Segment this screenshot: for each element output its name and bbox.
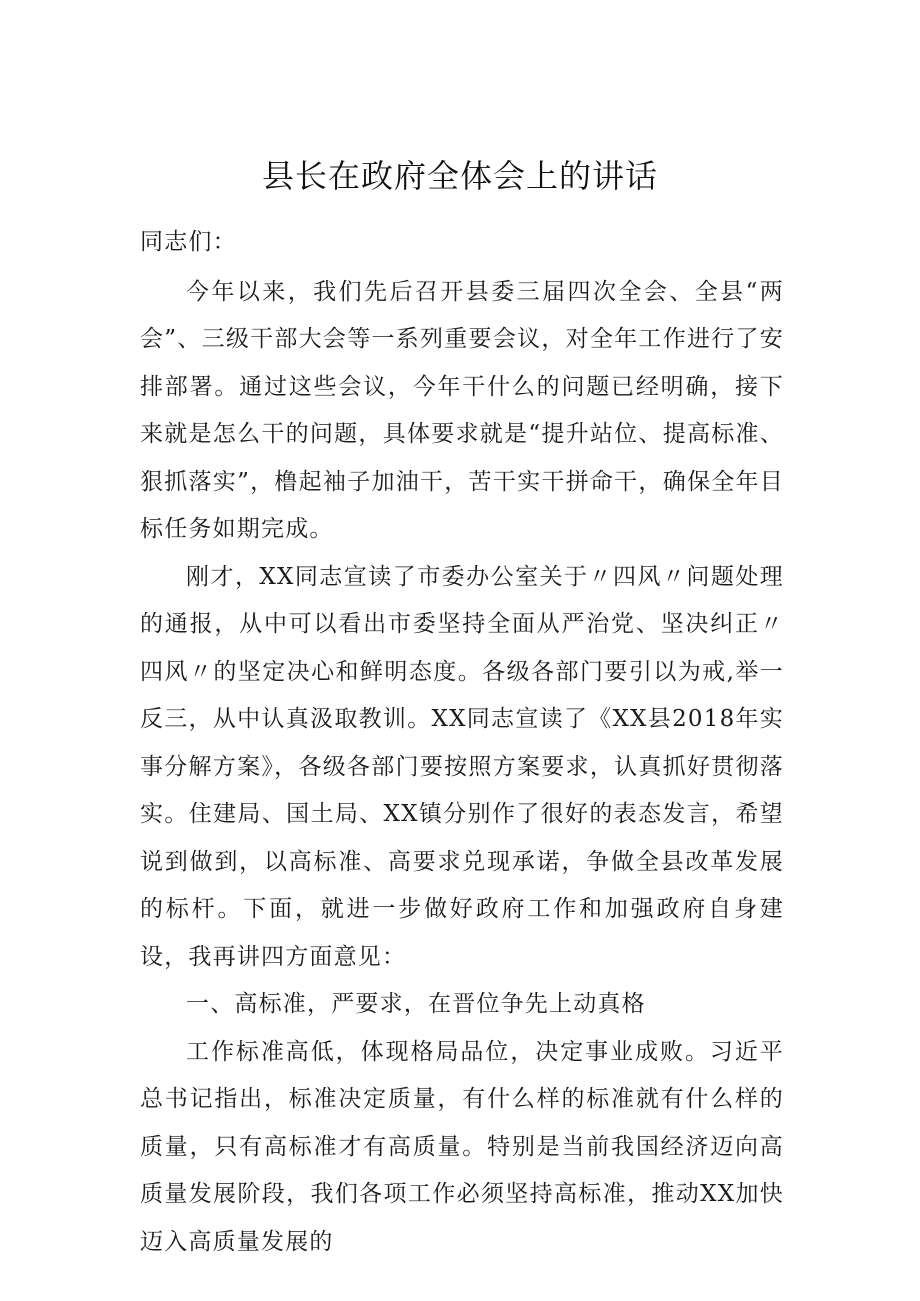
paragraph-meeting-review: 刚才，XX同志宣读了市委办公室关于〃四风〃问题处理的通报，从中可以看出市委坚持全面从严治党、坚决纠正〃四风〃的坚定决心和鲜明态度。各级各部门要引以为戒,举一反三，从中认真汲取教训。XX同志宣读了《XX县2018年实事分解方案》，各级各部门要按照方案要求，认真抓好贯彻落实。住建局、国土局、XX镇分别作了很好的表态发言，希望说到做到，以高标准、高要求兑现承诺，争做全县改革发展的标杆。下面，就进一步做好政府工作和加强政府自身建设，我再讲四方面意见： bbox=[140, 563, 784, 970]
paragraph-standards: 工作标准高低，体现格局品位，决定事业成败。习近平总书记指出，标准决定质量，有什么样的标准就有什么样的质量，只有高标准才有高质量。特别是当前我国经济迈向高质量发展阶段，我们各项工作必须坚持高标准，推动XX加快迈入高质量发展的 bbox=[140, 1038, 784, 1255]
paragraph-intro: 今年以来，我们先后召开县委三届四次全会、全县“两会”、三级干部大会等一系列重要会议，对全年工作进行了安排部署。通过这些会议，今年干什么的问题已经明确，接下来就是怎么干的问题，具体要求就是“提升站位、提高标准、狠抓落实”，橹起袖子加油干，苦干实干拼命干，确保全年目标任务如期完成。 bbox=[140, 278, 784, 542]
salutation: 同志们： bbox=[140, 229, 237, 255]
document-body bbox=[140, 219, 784, 1266]
document-title: 县长在政府全体会上的讲话 bbox=[261, 157, 658, 195]
section-heading-1: 一、高标准，严要求，在晋位争先上动真格 bbox=[186, 991, 646, 1017]
